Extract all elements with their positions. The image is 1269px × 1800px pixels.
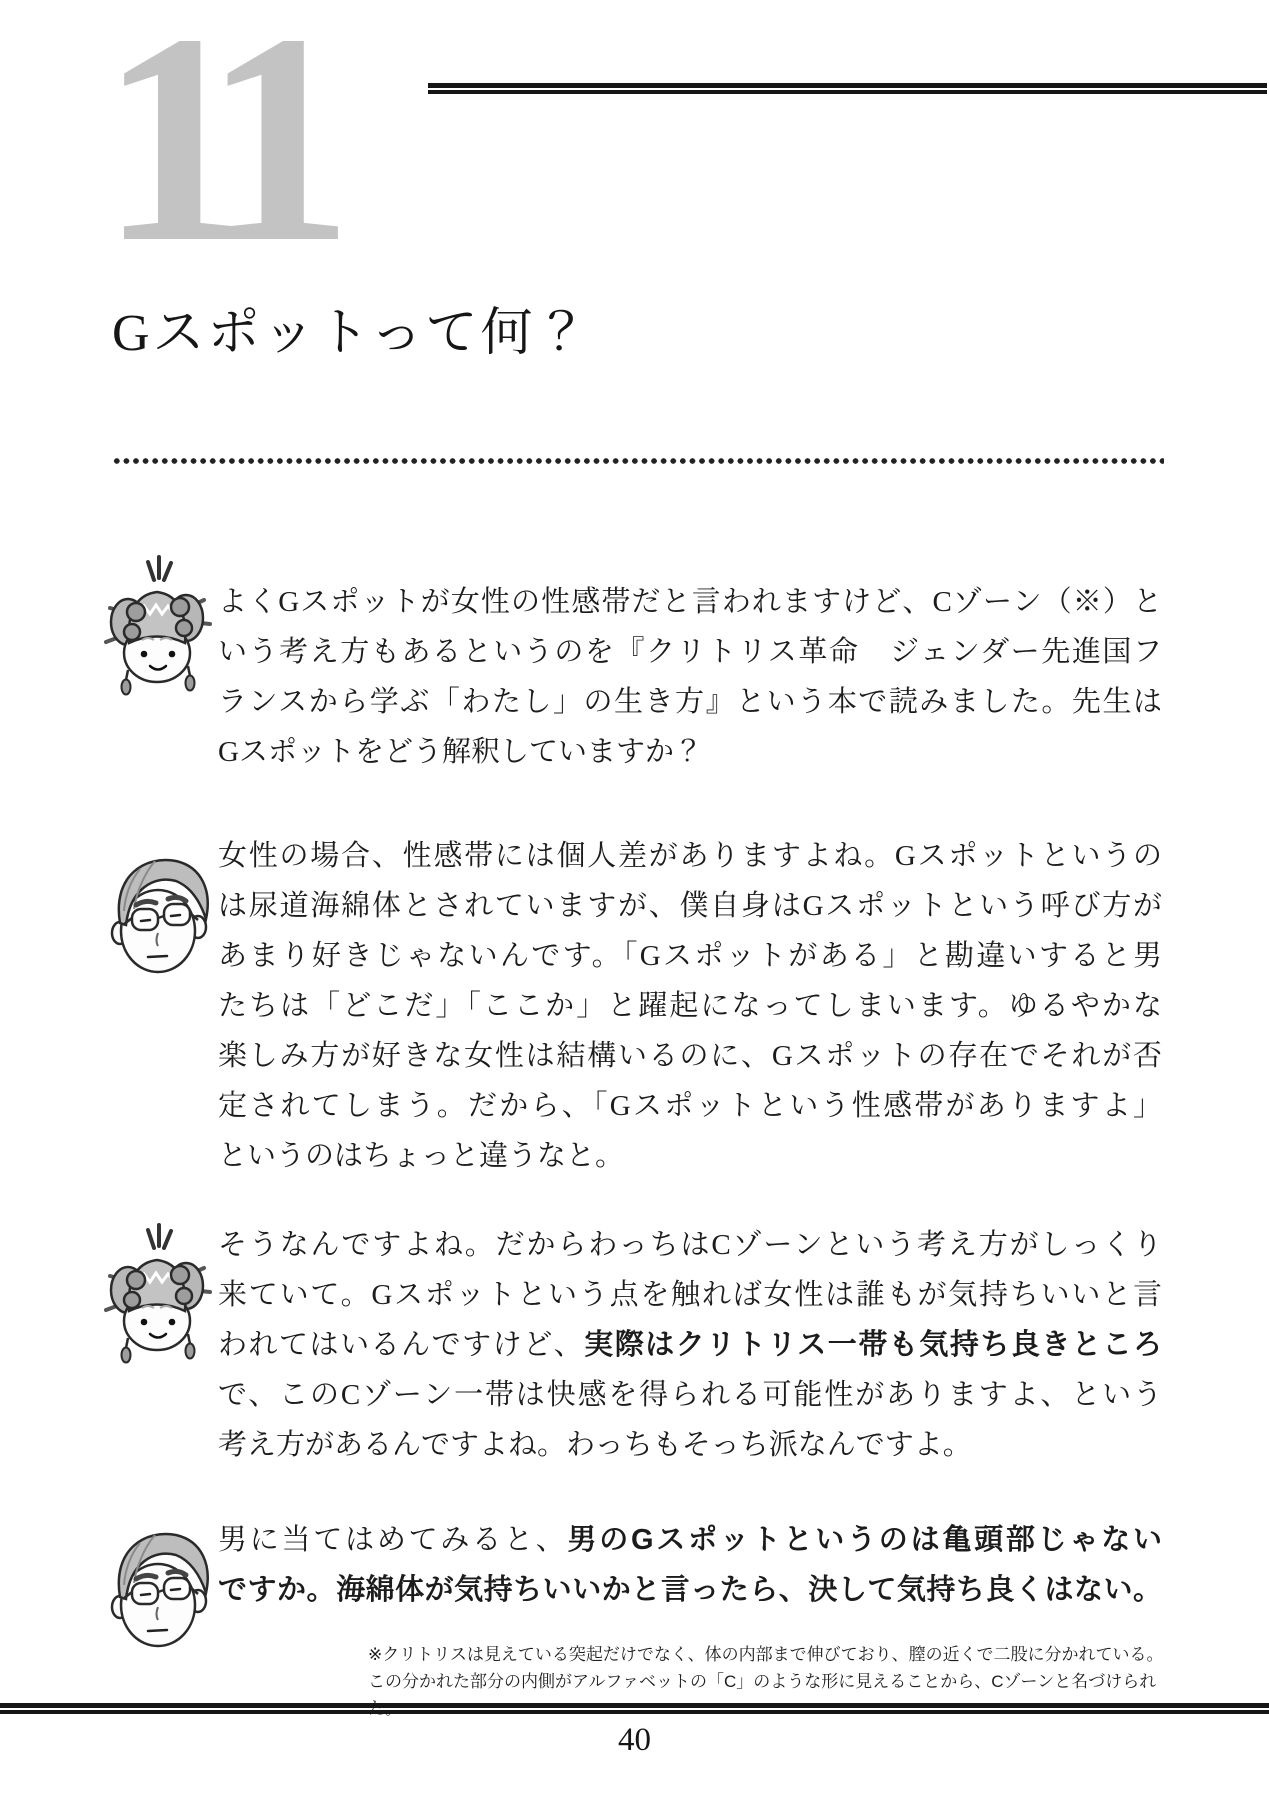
dialog-line (218, 1370, 1162, 1420)
oiran-woman-icon (98, 550, 218, 777)
doctor-glasses-icon (98, 1517, 218, 1672)
regular-text: 来ていて。Gスポットという点を触れば女性は誰もが気持ちいいと言 (218, 1279, 1162, 1311)
regular-text: で、このCゾーン一帯は快感を得られる可能性がありますよ、という (218, 1379, 1162, 1411)
dialog-line (218, 577, 1162, 627)
dialog-line (218, 1220, 1162, 1270)
dialog-line (218, 1565, 1162, 1615)
regular-text: は尿道海綿体とされていますが、僕自身はGスポットという呼び方が (218, 890, 1162, 922)
dialog-line (218, 1081, 1162, 1131)
emphasis-text: 実際はクリトリス一帯も気持ち良きところ (584, 1329, 1162, 1361)
regular-text: よくGスポットが女性の性感帯だと言われますけど、Cゾーン（※）と (218, 586, 1162, 618)
dialog-line (218, 1270, 1162, 1320)
regular-text: 楽しみ方が好きな女性は結構いるのに、Gスポットの存在でそれが否 (218, 1040, 1162, 1072)
page-number: 40 (618, 1722, 651, 1758)
dialog-line (218, 1131, 1162, 1181)
dialog-block-questioner (98, 1218, 1164, 1470)
dialog-line (218, 831, 1162, 881)
regular-text: というのはちょっと違うなと。 (218, 1140, 625, 1172)
dotted-separator (112, 457, 1164, 465)
emphasis-text: ですか。海綿体が気持ちいいかと言ったら、決して気持ち良くはない。 (218, 1574, 1162, 1606)
dialog-text (218, 1220, 1162, 1470)
dialog-line (218, 1515, 1162, 1565)
dialog-text (218, 831, 1162, 1181)
chapter-number: 11 (100, 0, 324, 304)
top-double-rule (428, 83, 1267, 94)
regular-text: いう考え方もあるというのを『クリトリス革命 ジェンダー先進国フ (218, 636, 1162, 668)
dialog-block-questioner (98, 550, 1164, 777)
regular-text: たちは「どこだ」「ここか」と躍起になってしまいます。ゆるやかな (218, 990, 1162, 1022)
emphasis-text: 男のGスポットというのは亀頭部じゃない (567, 1524, 1162, 1556)
dialog-line (218, 981, 1162, 1031)
regular-text: Gスポットをどう解釈していますか？ (218, 736, 703, 768)
doctor-glasses-icon (98, 843, 218, 1181)
regular-text: ランスから学ぶ「わたし」の生き方』という本で読みました。先生は (218, 686, 1162, 718)
dialog-line (218, 1320, 1162, 1370)
dialog-line (218, 1420, 1162, 1470)
regular-text: そうなんですよね。だからわっちはCゾーンという考え方がしっくり (218, 1229, 1162, 1261)
footnote-line: この分かれた部分の内側がアルファベットの「C」のような形に見えることから、Cゾーンと名づけられた。 (368, 1672, 1157, 1718)
regular-text: あまり好きじゃないんです。「Gスポットがある」と勘違いすると男 (218, 940, 1162, 972)
dialog-line (218, 881, 1162, 931)
dialog-text (218, 577, 1162, 777)
footnote-line: ※クリトリスは見えている突起だけでなく、体の内部まで伸びており、膣の近くで二股に分かれている。 (368, 1645, 1164, 1664)
bottom-double-rule (0, 1703, 1269, 1714)
regular-text: 考え方があるんですよね。わっちもそっち派なんですよ。 (218, 1429, 972, 1461)
dialog-line (218, 627, 1162, 677)
page-title: Gスポットって何？ (112, 305, 591, 362)
dialog-line (218, 1031, 1162, 1081)
regular-text: 男に当てはめてみると、 (218, 1524, 568, 1556)
regular-text: 女性の場合、性感帯には個人差がありますよね。Gスポットというの (218, 840, 1162, 872)
oiran-woman-icon (98, 1218, 218, 1470)
dialog-line (218, 931, 1162, 981)
regular-text: 定されてしまう。だから、「Gスポットという性感帯がありますよ」 (218, 1090, 1162, 1122)
dialog-line (218, 727, 1162, 777)
regular-text: われてはいるんですけど、 (218, 1329, 585, 1361)
dialog-line (218, 677, 1162, 727)
dialog-block-doctor (98, 831, 1164, 1181)
